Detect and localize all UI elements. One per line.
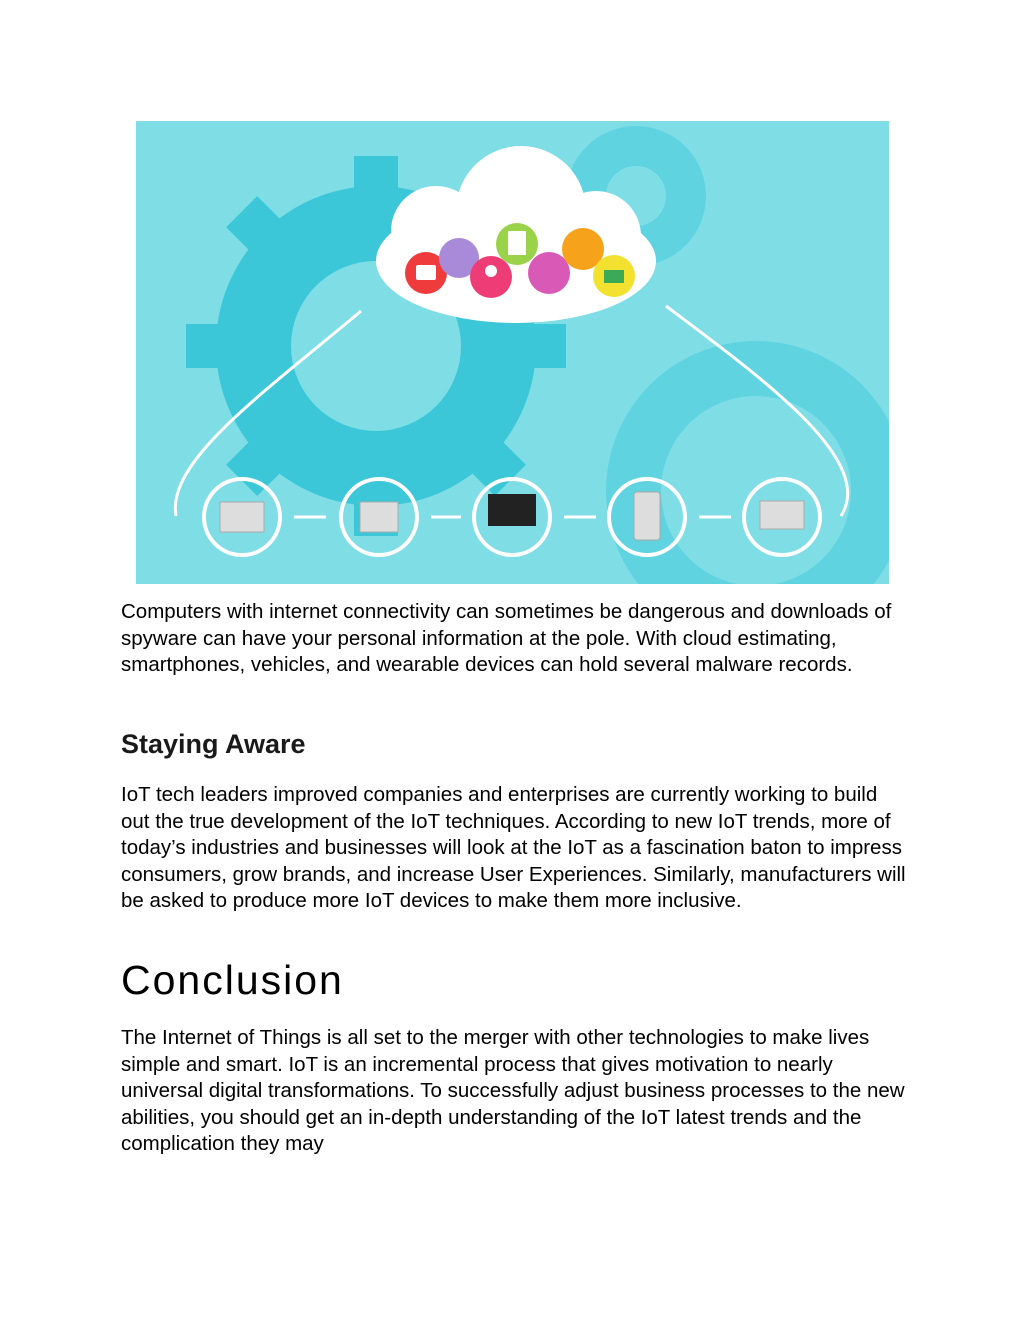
folder-icon [528,252,570,294]
section-heading-conclusion: Conclusion [121,957,344,1003]
section-heading-staying-aware: Staying Aware [121,729,306,759]
body-paragraph: IoT tech leaders improved companies and enterprises are currently working to build out the true development of the IoT techniques. According to new IoT trends, more of today’s industries and businesses will look at the IoT as a fascination baton to impress consumers, grow brands, and increase User Experiences. Similarly, manufacturers will be asked to produce more IoT devices to make them more inclusive. [121,783,906,913]
body-paragraph: Computers with internet connectivity can sometimes be dangerous and downloads of spyware can have your personal information at the pole. With cloud estimating, smartphones, vehicles, and wearable devices can hold several malware records. [121,600,892,677]
iot-cloud-illustration [136,121,889,584]
body-paragraph: The Internet of Things is all set to the merger with other technologies to make lives simple and smart. IoT is an incremental process that gives motivation to nearly universal digital transformations. To successfully adjust business processes to the new abilities, you should get an in-depth understanding of the IoT latest trends and the complication they may [121,1026,905,1156]
